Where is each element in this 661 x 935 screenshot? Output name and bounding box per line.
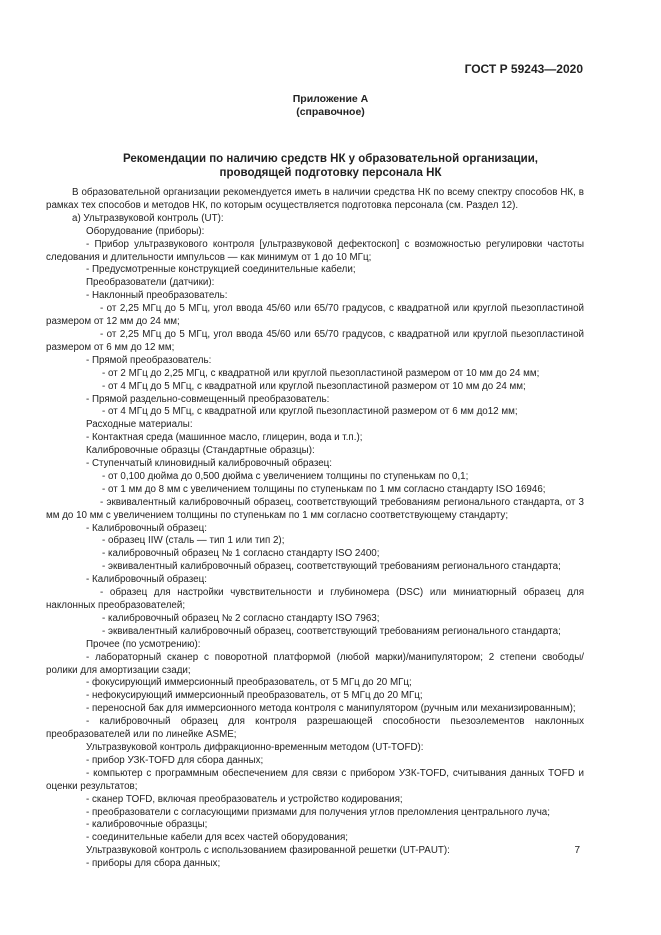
- list-item: - Калибровочный образец:: [86, 522, 207, 534]
- intro-paragraph: В образовательной организации рекомендуется иметь в наличии средства НК по всему спектру способов НК, в рамках тех способов и методов НК, по которым осуществляется подготовка персонала (см. Раздел 12).: [46, 187, 584, 211]
- subheading: Расходные материалы:: [86, 419, 193, 431]
- list-item: - Прямой преобразователь:: [86, 354, 212, 366]
- list-item: - Ступенчатый клиновидный калибровочный образец:: [86, 458, 332, 470]
- subheading: Ультразвуковой контроль с использованием фазированной решетки (UT-PAUT):: [86, 845, 450, 857]
- list-item: - фокусирующий иммерсионный преобразователь, от 5 МГц до 20 МГц;: [86, 677, 412, 689]
- list-item: - нефокусирующий иммерсионный преобразователь, от 5 МГц до 20 МГц;: [86, 690, 423, 702]
- subheading: Преобразователи (датчики):: [86, 277, 215, 289]
- subheading: Калибровочные образцы (Стандартные образцы):: [86, 445, 315, 457]
- document-body: [46, 187, 584, 871]
- list-item: - Прибор ультразвукового контроля [ультразвуковой дефектоскоп] с возможностью регулировки частоты следования и длительности импульсов — как минимум от 1 до 10 МГц;: [46, 238, 584, 263]
- list-item: - эквивалентный калибровочный образец, соответствующий требованиям регионального стандарта, от 3 мм до 10 мм с увеличением толщины по ступенькам по 1 мм согласно соответствующему стандарту;: [46, 496, 584, 521]
- list-item: - сканер TOFD, включая преобразователь и устройство кодирования;: [86, 793, 403, 805]
- list-item: - соединительные кабели для всех частей оборудования;: [86, 832, 348, 844]
- list-item: - приборы для сбора данных;: [86, 858, 221, 870]
- page-number: 7: [574, 845, 580, 856]
- list-item: - компьютер с программным обеспечением для связи с прибором УЗК-TOFD, считывания данных TOFD и оценки результатов;: [46, 767, 584, 792]
- list-item: - переносной бак для иммерсионного метода контроля с манипулятором (ручным или механизированным);: [86, 703, 576, 715]
- list-item: - Контактная среда (машинное масло, глицерин, вода и т.п.);: [86, 432, 363, 444]
- subheading: Оборудование (приборы):: [86, 225, 205, 237]
- list-item: - от 2,25 МГц до 5 МГц, угол ввода 45/60 или 65/70 градусов, с квадратной или круглой пьезопластиной размером от 12 мм до 24 мм;: [46, 303, 584, 328]
- document-code: ГОСТ Р 59243—2020: [464, 62, 583, 76]
- list-item: - преобразователи с согласующими призмами для получения углов преломления центрального луча;: [86, 806, 550, 818]
- list-item: - Калибровочный образец:: [86, 574, 207, 586]
- list-item: - эквивалентный калибровочный образец, соответствующий требованиям регионального стандарта;: [102, 561, 561, 573]
- subheading: Прочее (по усмотрению):: [86, 638, 201, 650]
- list-item: - от 2,25 МГц до 5 МГц, угол ввода 45/60 или 65/70 градусов, с квадратной или круглой пьезопластиной размером от 6 мм до 12 мм;: [46, 328, 584, 353]
- appendix-title: Приложение А: [292, 93, 369, 105]
- list-item: - от 4 МГц до 5 МГц, с квадратной или круглой пьезопластиной размером от 10 мм до 24 мм;: [102, 380, 526, 392]
- list-item: - от 0,100 дюйма до 0,500 дюйма с увеличением толщины по ступенькам по 0,1;: [102, 470, 469, 482]
- list-item: - Предусмотренные конструкцией соединительные кабели;: [86, 264, 356, 276]
- list-item: - эквивалентный калибровочный образец, соответствующий требованиям регионального стандарта;: [102, 625, 561, 637]
- section-title-line2: проводящей подготовку персонала НК: [219, 167, 442, 179]
- list-item: - Наклонный преобразователь:: [86, 290, 228, 302]
- list-item: - образец IIW (сталь — тип 1 или тип 2);: [102, 535, 285, 547]
- list-item: - Прямой раздельно-совмещенный преобразователь:: [86, 393, 330, 405]
- list-item: - лабораторный сканер с поворотной платформой (любой марки)/манипулятором; 2 степени свободы/ролики для амортизации сзади;: [46, 651, 584, 676]
- list-item: - калибровочный образец № 1 согласно стандарту ISO 2400;: [102, 548, 380, 560]
- list-item: - прибор УЗК-TOFD для сбора данных;: [86, 754, 264, 766]
- appendix-subtitle: (справочное): [296, 106, 365, 118]
- list-item: - от 1 мм до 8 мм с увеличением толщины по ступенькам по 1 мм согласно стандарту ISO 16946;: [102, 483, 546, 495]
- list-item: - калибровочные образцы;: [86, 819, 208, 831]
- list-item: - от 4 МГц до 5 МГц, с квадратной или круглой пьезопластиной размером от 6 мм до12 мм;: [102, 406, 518, 418]
- list-item: - образец для настройки чувствительности и глубиномера (DSC) или миниатюрный образец для наклонных преобразователей;: [46, 587, 584, 611]
- list-item: - от 2 МГц до 2,25 МГц, с квадратной или круглой пьезопластиной размером от 10 мм до 24 мм;: [102, 367, 540, 379]
- list-item: - калибровочный образец для контроля разрешающей способности пьезоэлементов наклонных преобразователей или по линейке ASME;: [46, 716, 584, 741]
- list-item: - калибровочный образец № 2 согласно стандарту ISO 7963;: [102, 612, 380, 624]
- subheading: Ультразвуковой контроль дифракционно-временным методом (UT-TOFD):: [86, 741, 424, 753]
- section-title-line1: Рекомендации по наличию средств НК у образовательной организации,: [123, 153, 538, 165]
- list-heading: а) Ультразвуковой контроль (UT):: [72, 212, 224, 224]
